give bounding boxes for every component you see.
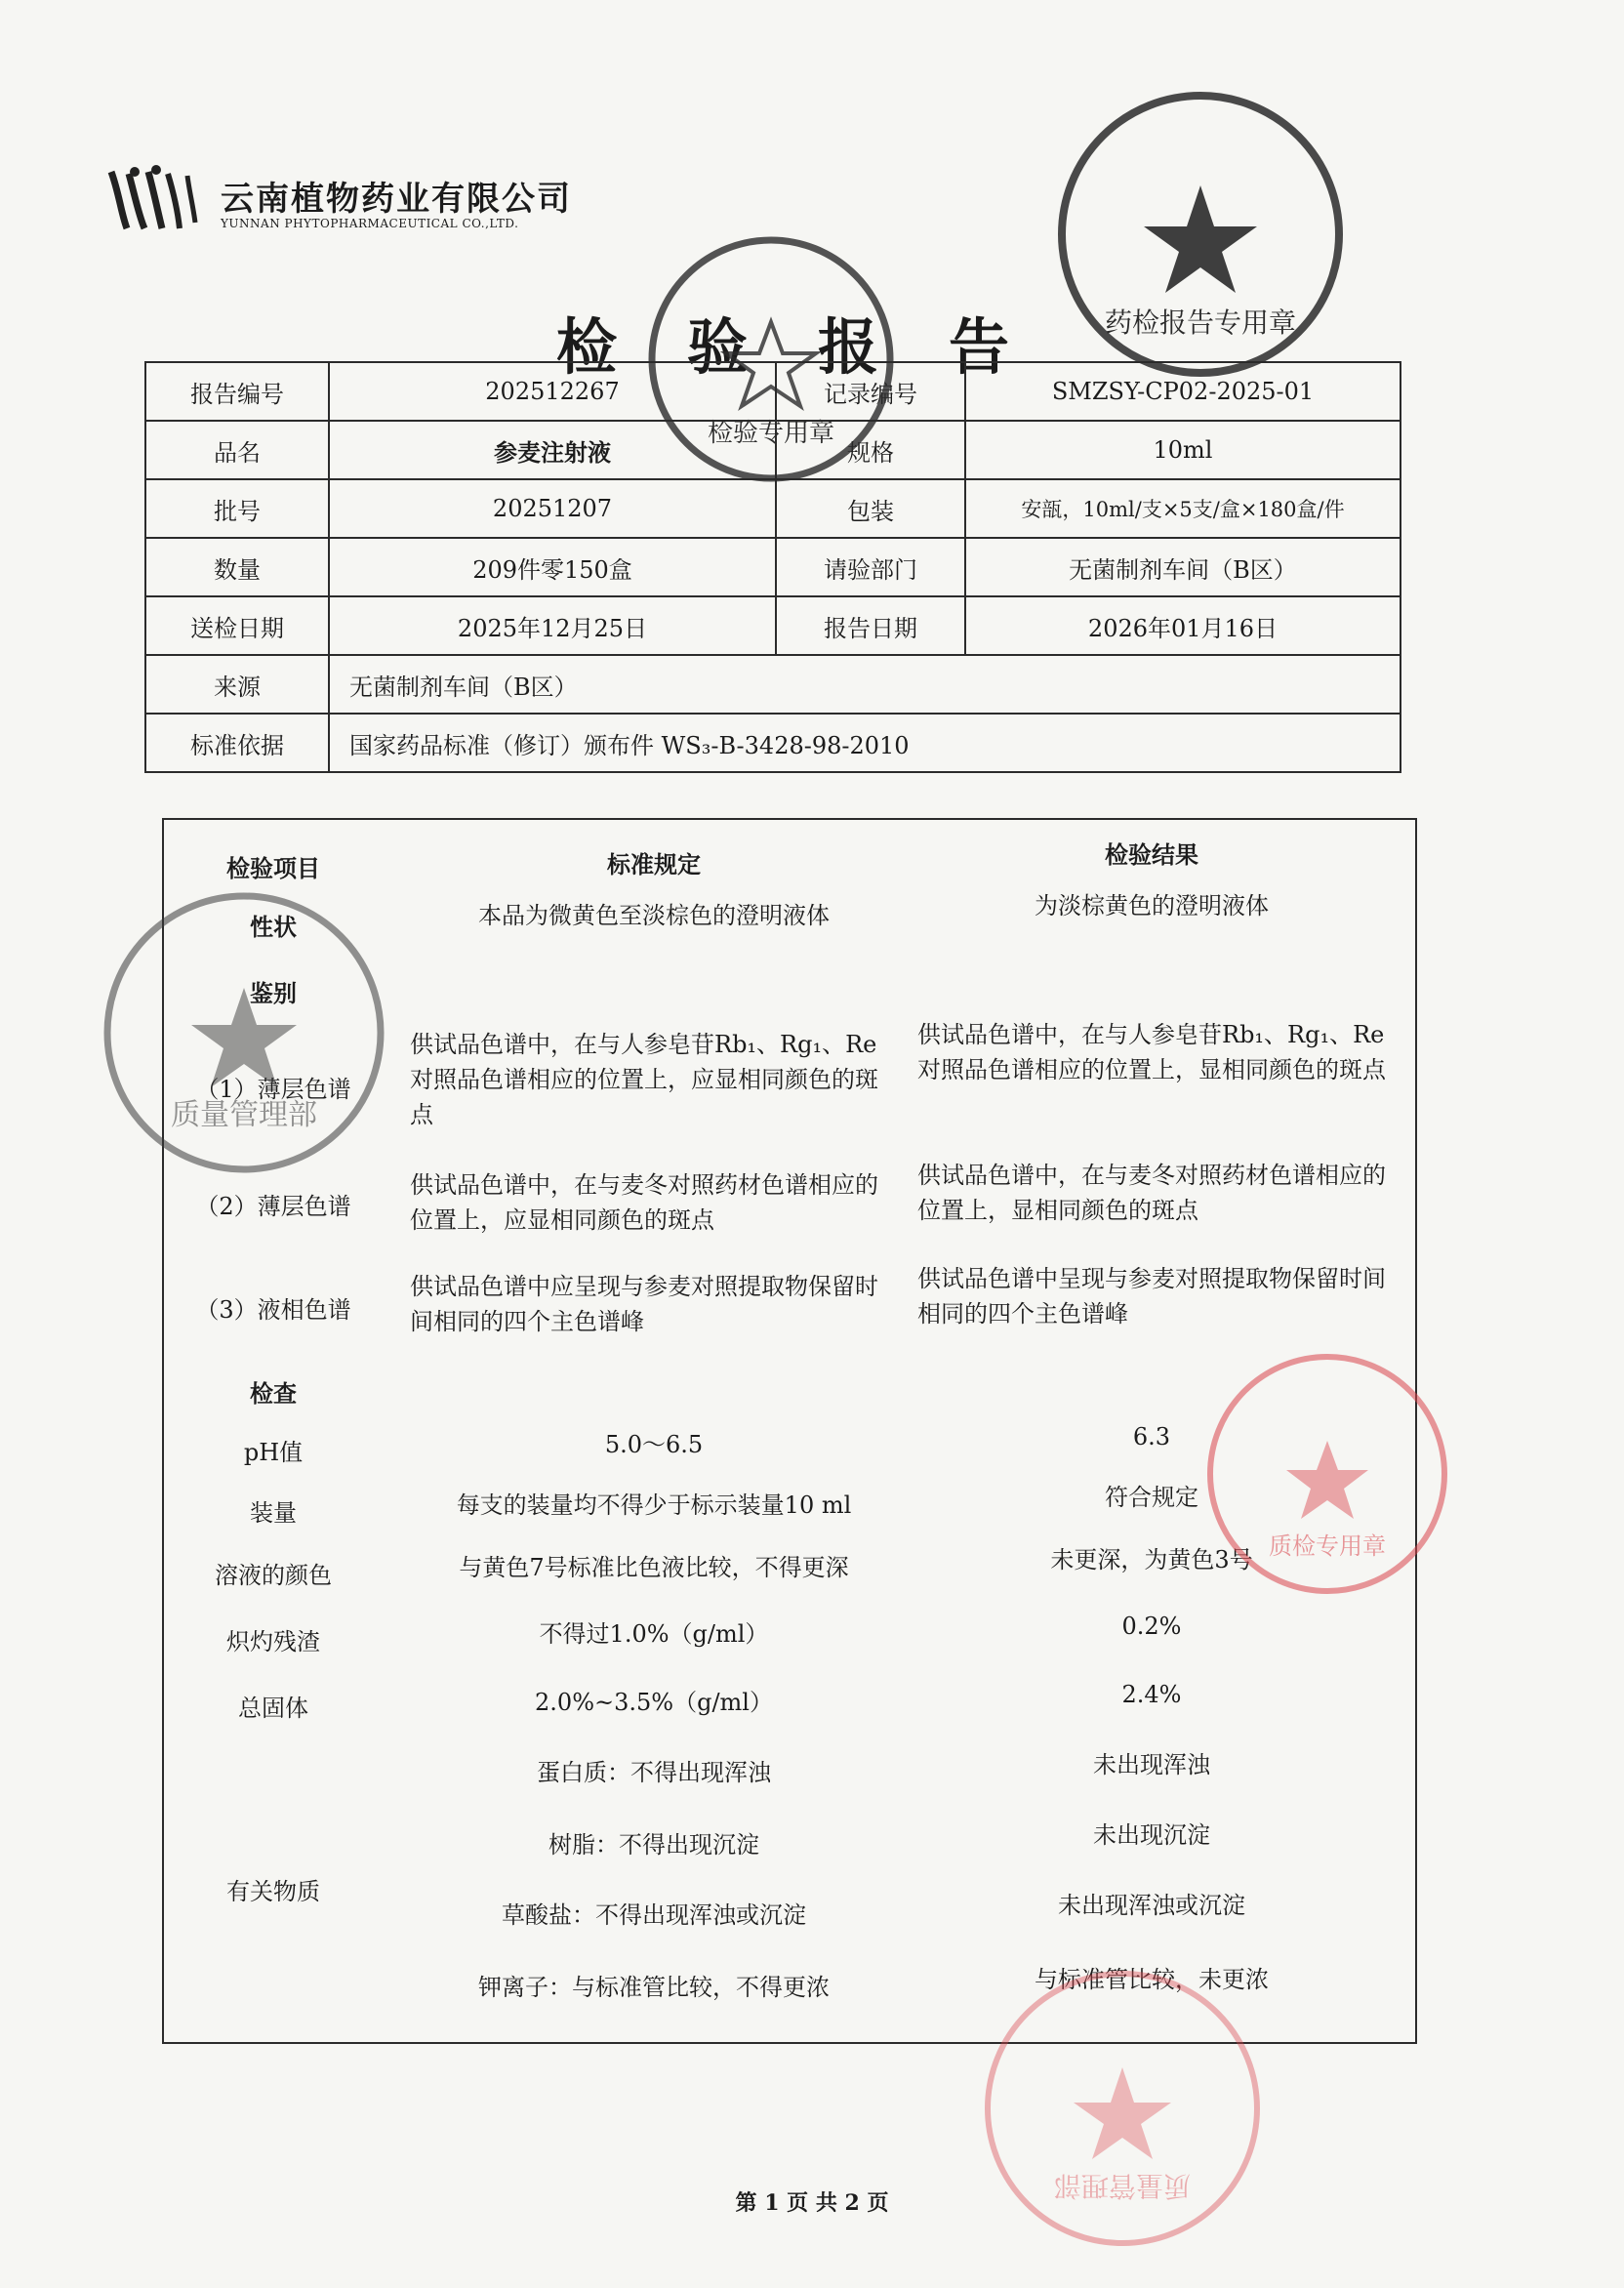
resin-standard: 树脂：不得出现沉淀: [548, 1831, 759, 1859]
fill-label: 装量: [250, 1499, 297, 1527]
solid-standard: 2.0%~3.5%（g/ml）: [535, 1689, 773, 1716]
batch-label: 批号: [145, 479, 329, 538]
product-label: 品名: [145, 421, 329, 479]
ident1-standard: 供试品色谱中，在与人参皂苷Rb₁、Rg₁、Re对照品色谱相应的位置上，应显相同颜色的斑点: [410, 1031, 878, 1128]
title-char: 告: [949, 311, 1012, 383]
ash-standard: 不得过1.0%（g/ml）: [539, 1620, 769, 1648]
protein-result: 未出现浑浊: [1093, 1751, 1210, 1778]
solid-label: 总固体: [238, 1695, 308, 1722]
header-result: 检验结果: [1105, 840, 1198, 869]
potassium-result: 与标准管比较，未更浓: [1035, 1966, 1269, 1993]
record-no-label: 记录编号: [776, 362, 965, 421]
report-date: 2026年01月16日: [965, 596, 1401, 655]
product-name: 参麦注射液: [329, 421, 776, 479]
source: 无菌制剂车间（B区）: [329, 655, 1401, 714]
title-char: 报: [818, 311, 881, 383]
ph-label: pH值: [243, 1439, 304, 1466]
appearance-label: 性状: [250, 913, 297, 941]
ash-result: 0.2%: [1121, 1613, 1182, 1640]
related-label: 有关物质: [226, 1878, 320, 1905]
inspection-seal-stamp: [644, 232, 898, 486]
page-number: 第 1 页 共 2 页: [735, 2190, 889, 2216]
batch: 20251207: [329, 479, 776, 538]
standard-label: 标准依据: [145, 714, 329, 772]
ph-standard: 5.0～6.5: [604, 1431, 704, 1458]
standard: 国家药品标准（修订）颁布件 WS₃-B-3428-98-2010: [329, 714, 1401, 772]
ident3-standard: 供试品色谱中应呈现与参麦对照提取物保留时间相同的四个主色谱峰: [410, 1273, 878, 1335]
package: 安瓿，10ml/支×5支/盒×180盒/件: [965, 479, 1401, 538]
company-logo: [105, 164, 209, 234]
bottom-red-seal-stamp: [976, 1962, 1269, 2255]
resin-result: 未出现沉淀: [1093, 1821, 1210, 1849]
table-row: [145, 714, 1401, 772]
identification-label: 鉴别: [250, 979, 297, 1007]
ident2-standard: 供试品色谱中，在与麦冬对照药材色谱相应的位置上，应显相同颜色的斑点: [410, 1171, 878, 1234]
spec-label: 规格: [776, 421, 965, 479]
ident2-label: （2）薄层色谱: [195, 1193, 351, 1220]
table-row: [145, 479, 1401, 538]
company-seal-stamp: [1054, 88, 1347, 381]
send-date-label: 送检日期: [145, 596, 329, 655]
dept: 无菌制剂车间（B区）: [965, 538, 1401, 596]
color-label: 溶液的颜色: [215, 1562, 332, 1589]
color-result: 未更深，为黄色3号: [1050, 1546, 1253, 1573]
protein-standard: 蛋白质：不得出现浑浊: [537, 1759, 771, 1786]
send-date: 2025年12月25日: [329, 596, 776, 655]
ph-result: 6.3: [1132, 1423, 1171, 1450]
fill-result: 符合规定: [1105, 1484, 1198, 1511]
color-standard: 与黄色7号标准比色液比较，不得更深: [459, 1554, 849, 1581]
svg-text:质量管理部: 质量管理部: [171, 1098, 317, 1132]
report-no: 202512267: [329, 362, 776, 421]
company-name-cn: 云南植物药业有限公司: [221, 180, 572, 219]
appearance-result: 为淡棕黄色的澄明液体: [1035, 892, 1269, 919]
right-red-seal-stamp: [1200, 1347, 1454, 1601]
check-label: 检查: [250, 1379, 297, 1408]
table-row: [145, 538, 1401, 596]
oxalate-standard: 草酸盐：不得出现浑浊或沉淀: [502, 1901, 806, 1929]
company-name-en: YUNNAN PHYTOPHARMACEUTICAL CO.,LTD.: [221, 217, 519, 230]
qty: 209件零150盒: [329, 538, 776, 596]
report-date-label: 报告日期: [776, 596, 965, 655]
oxalate-result: 未出现浑浊或沉淀: [1058, 1892, 1245, 1919]
svg-text:药检报告专用章: 药检报告专用章: [1104, 306, 1297, 339]
fill-standard: 每支的装量均不得少于标示装量10 ml: [456, 1491, 852, 1519]
svg-text:检验专用章: 检验专用章: [707, 419, 835, 448]
source-label: 来源: [145, 655, 329, 714]
header-item: 检验项目: [226, 854, 320, 882]
solid-result: 2.4%: [1121, 1681, 1182, 1708]
table-row: [145, 655, 1401, 714]
ident1-label: （1）薄层色谱: [195, 1076, 351, 1103]
title-char: 检: [556, 311, 620, 383]
record-no: SMZSY-CP02-2025-01: [965, 362, 1401, 421]
ident1-result: 供试品色谱中，在与人参皂苷Rb₁、Rg₁、Re对照品色谱相应的位置上，显相同颜色的斑点: [917, 1021, 1386, 1083]
ident3-result: 供试品色谱中呈现与参麦对照提取物保留时间相同的四个主色谱峰: [917, 1265, 1386, 1328]
appearance-standard: 本品为微黄色至淡棕色的澄明液体: [478, 902, 830, 929]
qty-label: 数量: [145, 538, 329, 596]
ash-label: 炽灼残渣: [226, 1628, 320, 1655]
report-no-label: 报告编号: [145, 362, 329, 421]
potassium-standard: 钾离子：与标准管比较，不得更浓: [478, 1974, 830, 2001]
title-char: 验: [687, 311, 751, 383]
ident3-label: （3）液相色谱: [195, 1296, 351, 1324]
svg-text:质量管理部: 质量管理部: [1053, 2170, 1192, 2202]
package-label: 包装: [776, 479, 965, 538]
spec: 10ml: [965, 421, 1401, 479]
dept-label: 请验部门: [776, 538, 965, 596]
svg-text:质检专用章: 质检专用章: [1269, 1532, 1386, 1560]
table-row: [145, 596, 1401, 655]
left-seal-stamp: [98, 886, 390, 1179]
ident2-result: 供试品色谱中，在与麦冬对照药材色谱相应的位置上，显相同颜色的斑点: [917, 1162, 1386, 1224]
header-standard: 标准规定: [607, 850, 701, 878]
